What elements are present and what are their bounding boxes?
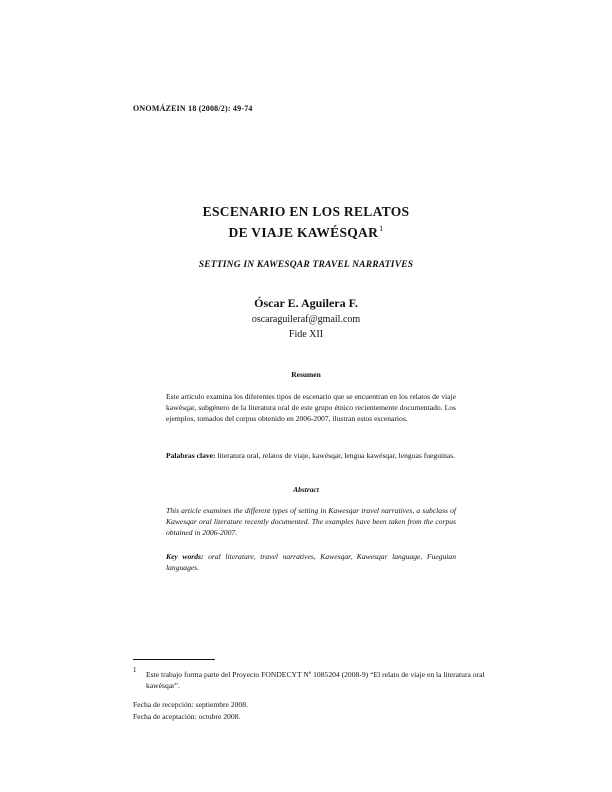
accepted-date: Fecha de aceptación: octubre 2008.: [133, 712, 241, 721]
author-email[interactable]: oscaraguileraf@gmail.com: [251, 314, 361, 325]
resumen-heading: Resumen: [291, 370, 321, 379]
journal-header: ONOMÁZEIN 18 (2008/2): 49-74: [133, 104, 253, 113]
article-title: [0, 203, 612, 241]
author-name: Óscar E. Aguilera F.: [254, 296, 358, 310]
key-words-text: oral literature, travel narratives, Kawesqar, Kawesqar language, Fueguian languages.: [166, 552, 457, 572]
title-line-1: ESCENARIO EN LOS RELATOS: [202, 204, 410, 219]
footnote-mark: 1: [133, 666, 137, 674]
english-title: SETTING IN KAWESQAR TRAVEL NARRATIVES: [198, 260, 414, 270]
title-line-2-text: DE VIAJE KAWÉSQAR: [228, 225, 379, 240]
abstract-heading: Abstract: [293, 485, 319, 494]
abstract-text: This article examines the different types of setting in Kawesqar travel narratives, a subclass of Kawesqar oral literature recently documented. The examples have been taken from the corpus obtained in 2006-2007.: [166, 506, 456, 537]
footnote-divider: [133, 659, 215, 660]
received-date: Fecha de recepción: septiembre 2008.: [133, 700, 248, 709]
resumen-text: Este artículo examina los diferentes tipos de escenario que se encuentran en los relatos de viaje kawésqar, subgénero de la literatura oral de este grupo étnico recientemente documentado. Los ejemplos, tomados del corpus obtenido en 2006-2007, ilustran estos escenarios.: [166, 392, 456, 423]
title-line-2: [0, 220, 612, 241]
palabras-clave: [166, 450, 456, 461]
palabras-clave-text: literatura oral, relatos de viaje, kawésqar, lengua kawésqar, lenguas fueguinas.: [217, 451, 456, 460]
author-affiliation: Fide XII: [288, 329, 324, 340]
title-footnote-ref[interactable]: 1: [379, 224, 384, 233]
palabras-clave-label: Palabras clave:: [166, 451, 216, 460]
footnote-text: Este trabajo forma parte del Proyecto FONDECYT Nº 1085204 (2008-9) “El relato de viaje en la literatura oral kawésqar”.: [146, 670, 485, 690]
key-words: [166, 551, 456, 573]
key-words-label: Key words:: [166, 552, 204, 561]
